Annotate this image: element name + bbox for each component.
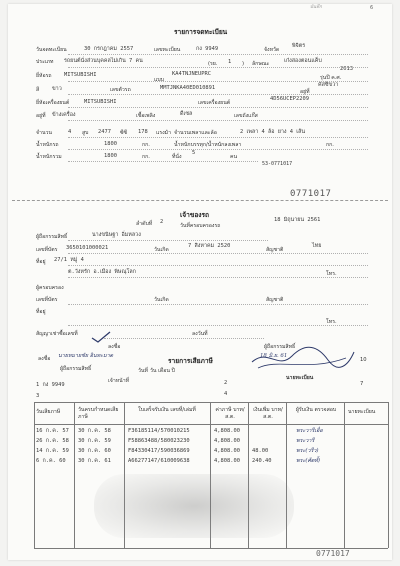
cyl-label: จำนวน — [36, 130, 52, 136]
engine-loc-label: อยู่ที่ — [36, 113, 46, 119]
tax-cell-due: 30 ก.ค. 59 — [78, 438, 111, 444]
tax-header-receipt: ใบเสร็จรับเงิน เลขที่/เล่มที่ — [138, 407, 196, 413]
model-year-label: รุ่นปี ค.ศ. — [320, 75, 342, 81]
tax-cell-amount: 4,808.00 — [214, 428, 240, 434]
tax-cell-date: 16 ก.ค. 57 — [36, 428, 69, 434]
tax-plate-line: 1 กง 9949 — [36, 382, 65, 388]
style-label: ลักษณะ — [252, 61, 270, 67]
officer-title: ผู้ถือกรรมสิทธิ์ — [264, 344, 296, 350]
reg-date-value: 30 กรกฎาคม 2557 — [84, 46, 134, 52]
tax-cell-due: 30 ก.ค. 58 — [78, 428, 111, 434]
tax-cell-amount: 4,808.00 — [214, 438, 240, 444]
province-label: จังหวัด — [264, 47, 280, 53]
hp-label: แรงม้า — [156, 130, 171, 136]
seat-unit: คน — [230, 154, 238, 160]
engine-brand-value: MITSUBISHI — [84, 99, 117, 105]
load-label: น้ำหนักบรรทุก/น้ำหนักลงเพลา — [174, 142, 242, 148]
transfer-right-note: 7 — [360, 381, 364, 387]
tax-header-surcharge: เงินเพิ่ม บาท/ส.ต. — [253, 407, 283, 421]
tax-header-registrar: นายทะเบียน — [348, 409, 376, 415]
tax-cell-receiver: พระ(ศ้ตทั้) — [296, 458, 321, 464]
nat-value: ไทย — [312, 243, 322, 249]
birth-label: วันเกิด — [154, 247, 169, 253]
signature-note-top: ลงชื่อ — [108, 344, 121, 350]
registrar-label: นายทะเบียน — [286, 375, 314, 381]
reg-doc-number: 53-0771017 — [262, 161, 293, 167]
tax-cell-receipt: F36185114/570010215 — [128, 428, 190, 434]
addr-label: ที่อยู่ — [36, 259, 46, 265]
tax-plate-num-2: 2 — [224, 380, 228, 386]
tax-header-receiver: ผู้รับเงิน ตรวจสอบ — [295, 407, 337, 413]
tax-cell-receiver: พระวารี — [296, 438, 315, 444]
fuel-label: เชื้อเพลิง — [136, 113, 156, 119]
tax-table — [34, 402, 388, 548]
brand-value: MITSUBISHI — [64, 72, 97, 78]
tax-cell-amount: 4,808.00 — [214, 458, 240, 464]
checkmark-icon — [90, 330, 112, 344]
transfer-date-label: วันที่ — [138, 368, 148, 374]
reg-date-label: วันจดทะเบียน — [36, 47, 67, 53]
brand-label: ยี่ห้อรถ — [36, 73, 52, 79]
serial-number-top: 0771017 — [290, 189, 332, 199]
gross-unit: กก. — [142, 154, 150, 160]
chassis-label: เลขตัวรถ — [110, 87, 131, 93]
weight-unit: กก. — [142, 142, 150, 148]
watermark-smudge — [94, 474, 294, 538]
transfer-date-value: วัน เดือน ปี — [150, 368, 175, 374]
chassis-value: MMTJNKA40ED010891 — [160, 85, 216, 91]
cyl-unit: สูบ — [82, 130, 89, 136]
tax-cell-date: 26 ก.ค. 58 — [36, 438, 69, 444]
tel-label: โทร. — [326, 271, 337, 277]
registration-title: รายการจดทะเบียน — [174, 28, 228, 36]
owner-order-value: 2 — [160, 219, 164, 225]
seat-label: ที่นั่ง — [172, 154, 182, 160]
tax-cell-receipt: F84330417/590036869 — [128, 448, 190, 454]
owner-reg-date-value: 18 มิถุนายน 2561 — [274, 217, 321, 223]
engine-no-value: 4D56UCEP2209 — [270, 96, 309, 102]
fuel-value: ดีเซล — [180, 111, 193, 117]
cc-value: 2477 — [98, 129, 111, 135]
tax-cell-amount: 4,808.00 — [214, 448, 240, 454]
chassis-loc-value: คัสซีขวา — [318, 82, 339, 88]
page-number: 6 — [370, 5, 374, 11]
weight-label: น้ำหนักรถ — [36, 142, 59, 148]
model-label: แบบ — [154, 77, 164, 83]
plate-label: เลขทะเบียน — [154, 47, 181, 53]
owner-reg-date-label: วันที่ครอบครองรถ — [180, 223, 221, 229]
type-label: ประเภท — [36, 59, 54, 65]
birth-value: 7 สิงหาคม 2520 — [188, 243, 231, 249]
engine-loc-value: ข้างเครื่อง — [52, 112, 76, 118]
tel2-label: โทร. — [326, 319, 337, 325]
id-value: 3650101000021 — [66, 245, 109, 251]
owner-order-label: ลำดับที่ — [136, 221, 153, 227]
tax-cell-surcharge: 240.40 — [252, 458, 272, 464]
signature-label: ลงชื่อ — [38, 356, 51, 362]
tax-header-amount: ค่าภาษี บาท/ส.ต. — [215, 407, 245, 421]
id-label: เลขที่บัตร — [36, 247, 58, 253]
tax-cell-receiver: พระ(วรีว) — [296, 448, 319, 454]
official-role: เจ้าหน้าที่ — [108, 378, 130, 384]
owner-title: เจ้าของรถ — [180, 211, 210, 219]
corner-note: บันทึก — [310, 5, 322, 10]
model-value: KA4TNJNEUPRC — [172, 71, 211, 77]
hp-value: 178 — [138, 129, 148, 135]
tax-plate-num-3: 3 — [36, 393, 40, 399]
birth2-label: วันเกิด — [154, 297, 169, 303]
engine-brand-label: ยี่ห้อเครื่องยนต์ — [36, 100, 70, 106]
color-label: สี — [36, 87, 40, 93]
serial-number-bottom: 0771017 — [316, 549, 350, 558]
style-value: เก๋งสองตอนแค็บ — [284, 58, 322, 64]
holder-value: นางขนิษฐา อิ่มหลวง — [92, 232, 141, 238]
tax-title: รายการเสียภาษี — [168, 357, 213, 365]
axle-value: 2 เพลา 4 ล้อ ยาง 4 เส้น — [240, 129, 306, 135]
tax-cell-due: 30 ก.ค. 60 — [78, 448, 111, 454]
tank-label: เลขถังแก๊ส — [234, 113, 258, 119]
tax-header-date: วันเสียภาษี — [36, 409, 61, 415]
tax-cell-date: 14 ก.ค. 59 — [36, 448, 69, 454]
province-value: พิจิตร — [292, 43, 306, 49]
code-close: ) — [242, 61, 245, 67]
color-value: ขาว — [52, 86, 62, 92]
addr2-value: ต.วังหรัก อ.เมือง พิษณุโลก — [68, 269, 136, 275]
perforation-line — [12, 200, 388, 201]
id2-label: เลขที่บัตร — [36, 297, 58, 303]
document-page — [8, 4, 392, 560]
transfer-right-number: 10 — [360, 357, 367, 363]
gross-label: น้ำหนักรวม — [36, 154, 62, 160]
chassis-loc-label: อยู่ที่ — [300, 89, 310, 95]
stamp-text: 18 มิ.ย. 61 — [260, 353, 288, 359]
contract-label: สัญญาเช่าซื้อเลขที่ — [36, 331, 78, 337]
tax-cell-surcharge: 48.00 — [252, 448, 269, 454]
addr3-label: ที่อยู่ — [36, 309, 46, 315]
tax-cell-date: 6 ก.ค. 60 — [36, 458, 66, 464]
code-label: (รย. — [208, 61, 218, 67]
official-stamp-signature — [248, 344, 358, 374]
signature-name: นายหมายชัย อินทะมาด — [58, 353, 114, 359]
load-unit: กก. — [326, 142, 334, 148]
nat-label: สัญชาติ — [266, 247, 284, 253]
engine-no-label: เลขเครื่องยนต์ — [198, 100, 231, 106]
model-year-value: 2013 — [340, 66, 353, 72]
type-value: รถยนต์นั่งส่วนบุคคลไม่เกิน 7 คน — [64, 58, 143, 64]
plate-value: กง 9949 — [196, 46, 219, 52]
tax-header-due: วันครบกำหนดเสียภาษี — [78, 407, 119, 421]
tax-cell-receipt: A66277147/610009638 — [128, 458, 190, 464]
weight-value: 1800 — [104, 141, 117, 147]
nat2-label: สัญชาติ — [266, 297, 284, 303]
contract-date-label: ลงวันที่ — [192, 331, 208, 337]
gross-value: 1800 — [104, 153, 117, 159]
tax-cell-receiver: พระวารีเอื่อ — [296, 428, 323, 434]
tax-plate-num-4: 4 — [224, 391, 228, 397]
cyl-value: 4 — [68, 129, 72, 135]
axle-label: จำนวนเพลาและล้อ — [174, 130, 217, 136]
tax-cell-receipt: F58863488/580023230 — [128, 438, 190, 444]
possessor-label: ผู้ครอบครอง — [36, 285, 64, 291]
cc-label: ซีซี — [120, 130, 128, 136]
holder-label: ผู้ถือกรรมสิทธิ์ — [36, 234, 68, 240]
signature-sub: ผู้ถือกรรมสิทธิ์ — [60, 366, 92, 372]
tax-cell-due: 30 ก.ค. 61 — [78, 458, 111, 464]
code-value: 1 — [228, 59, 232, 65]
addr-value: 27/1 หมู่ 4 — [54, 257, 84, 263]
seat-value: 5 — [192, 150, 196, 156]
